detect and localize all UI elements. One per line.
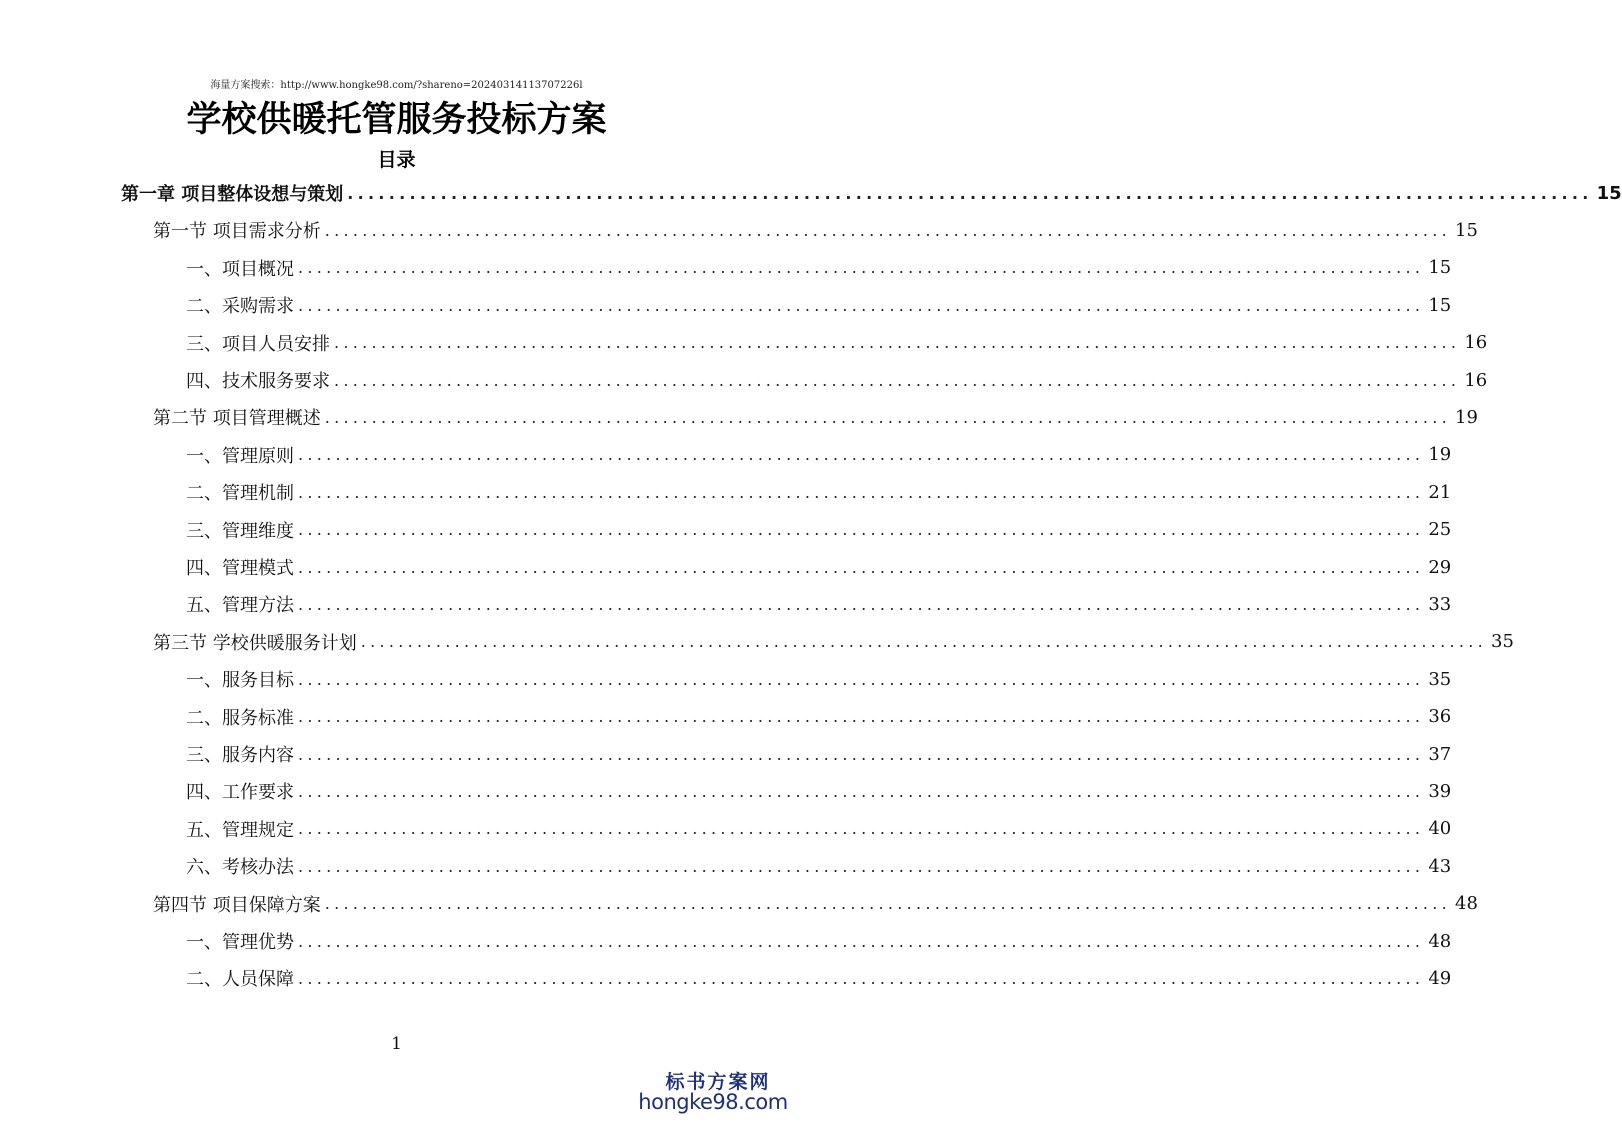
page-number: 1 [391,1034,402,1054]
toc-heading: 目录 [377,149,416,171]
toc-entry-page: 19 [1428,444,1452,466]
toc-entry[interactable] [153,625,1514,659]
toc-entry[interactable] [186,513,1452,547]
toc-entry[interactable] [186,924,1452,958]
watermark-brand-cn: 标书方案网 [665,1071,771,1093]
toc-entry-page: 35 [1491,631,1514,653]
toc-entry-page: 35 [1428,668,1452,690]
toc-entry[interactable] [186,438,1452,472]
toc-entry-page: 48 [1455,893,1478,915]
search-url-line: 海量方案搜索：http://www.hongke98.com/?shareno=20240314113707226l [210,80,583,91]
toc-entry-title: 四、管理模式 [186,558,294,579]
toc-entry-page: 33 [1428,593,1452,615]
toc-dot-leader: ........................................................................................................................ [298,557,1425,577]
toc-entry-title: 二、采购需求 [186,296,294,318]
toc-entry-page: 15 [1455,219,1478,241]
toc-entry-page: 43 [1428,855,1452,877]
toc-entry[interactable] [186,737,1452,771]
toc-entry-title: 第一节 项目需求分析 [153,221,321,243]
toc-entry-page: 39 [1428,780,1452,802]
toc-entry[interactable] [186,475,1452,509]
toc-entry[interactable] [153,887,1478,921]
toc-dot-leader: ........................................................................................................................ [324,220,1452,240]
toc-entry-title: 一、管理原则 [186,445,294,467]
toc-entry-page: 40 [1428,818,1452,840]
toc-entry-title: 五、管理方法 [186,595,294,617]
toc-entry-page: 15 [1428,257,1452,279]
toc-dot-leader: ........................................................................................................................ [298,856,1425,876]
toc-entry-page: 29 [1428,556,1452,578]
toc-dot-leader: ........................................................................................................................ [334,370,1461,390]
toc-entry-page: 21 [1428,481,1452,503]
toc-dot-leader: ........................................................................................................................ [360,632,1488,652]
toc-entry-page: 15 [1596,182,1622,204]
toc-dot-leader: ........................................................................................................................ [347,183,1593,203]
toc-entry[interactable] [121,176,1622,210]
toc-entry[interactable] [186,288,1452,322]
toc-entry[interactable] [186,849,1452,883]
toc-dot-leader: ........................................................................................................................ [298,744,1425,764]
toc-entry[interactable] [186,774,1452,808]
toc-entry-title: 四、工作要求 [186,782,294,804]
toc-entry-title: 四、技术服务要求 [186,371,330,392]
toc-entry-page: 16 [1464,332,1488,354]
toc-entry[interactable] [153,400,1478,434]
toc-entry[interactable] [153,213,1478,247]
toc-entry-title: 一、管理优势 [186,932,294,953]
toc-dot-leader: ........................................................................................................................ [298,707,1425,727]
toc-entry-page: 48 [1428,930,1452,952]
toc-entry[interactable] [186,812,1452,846]
toc-entry-title: 第一章 项目整体设想与策划 [121,184,344,205]
toc-dot-leader: ........................................................................................................................ [298,819,1425,839]
toc-entry-title: 一、服务目标 [186,670,294,692]
toc-dot-leader: ........................................................................................................................ [298,520,1425,540]
toc-dot-leader: ........................................................................................................................ [298,968,1425,988]
toc-entry[interactable] [186,700,1452,734]
toc-entry-page: 37 [1428,743,1452,765]
toc-entry[interactable] [186,662,1452,696]
toc-entry[interactable] [186,363,1488,397]
toc-entry[interactable] [186,251,1452,285]
toc-entry-title: 五、管理规定 [186,819,294,841]
toc-entry-page: 25 [1428,519,1452,541]
toc-entry[interactable] [186,550,1452,584]
toc-entry-title: 第二节 项目管理概述 [153,408,321,430]
toc-dot-leader: ........................................................................................................................ [298,445,1425,465]
toc-entry[interactable] [186,326,1488,360]
toc-dot-leader: ........................................................................................................................ [298,295,1425,315]
toc-entry-page: 19 [1455,406,1478,428]
toc-entry-title: 三、项目人员安排 [186,333,330,355]
toc-dot-leader: ........................................................................................................................ [298,258,1425,278]
toc-dot-leader: ........................................................................................................................ [298,482,1425,502]
toc-entry-title: 一、项目概况 [186,258,294,280]
toc-entry-title: 二、服务标准 [186,707,294,729]
toc-entry[interactable] [186,587,1452,621]
toc-entry-page: 49 [1428,967,1452,989]
toc-entry-title: 第三节 学校供暖服务计划 [153,632,357,654]
toc-dot-leader: ........................................................................................................................ [298,781,1425,801]
toc-entry-page: 16 [1464,369,1488,391]
toc-entry-title: 第四节 项目保障方案 [153,894,321,916]
toc-dot-leader: ........................................................................................................................ [298,669,1425,689]
toc-entry-title: 二、人员保障 [186,969,294,991]
document-title: 学校供暖托管服务投标方案 [186,100,607,140]
toc-entry-page: 15 [1428,294,1452,316]
toc-dot-leader: ........................................................................................................................ [298,931,1425,951]
toc-entry[interactable] [186,961,1452,995]
toc-dot-leader: ........................................................................................................................ [324,894,1452,914]
toc-dot-leader: ........................................................................................................................ [334,333,1461,353]
toc-entry-title: 三、服务内容 [186,745,294,766]
toc-entry-title: 六、考核办法 [186,857,294,879]
toc-entry-title: 三、管理维度 [186,520,294,542]
toc-dot-leader: ........................................................................................................................ [324,407,1452,427]
toc-entry-title: 二、管理机制 [186,483,294,505]
toc-entry-page: 36 [1428,706,1452,728]
toc-dot-leader: ........................................................................................................................ [298,594,1425,614]
watermark-brand-en: hongke98.com [638,1090,788,1114]
